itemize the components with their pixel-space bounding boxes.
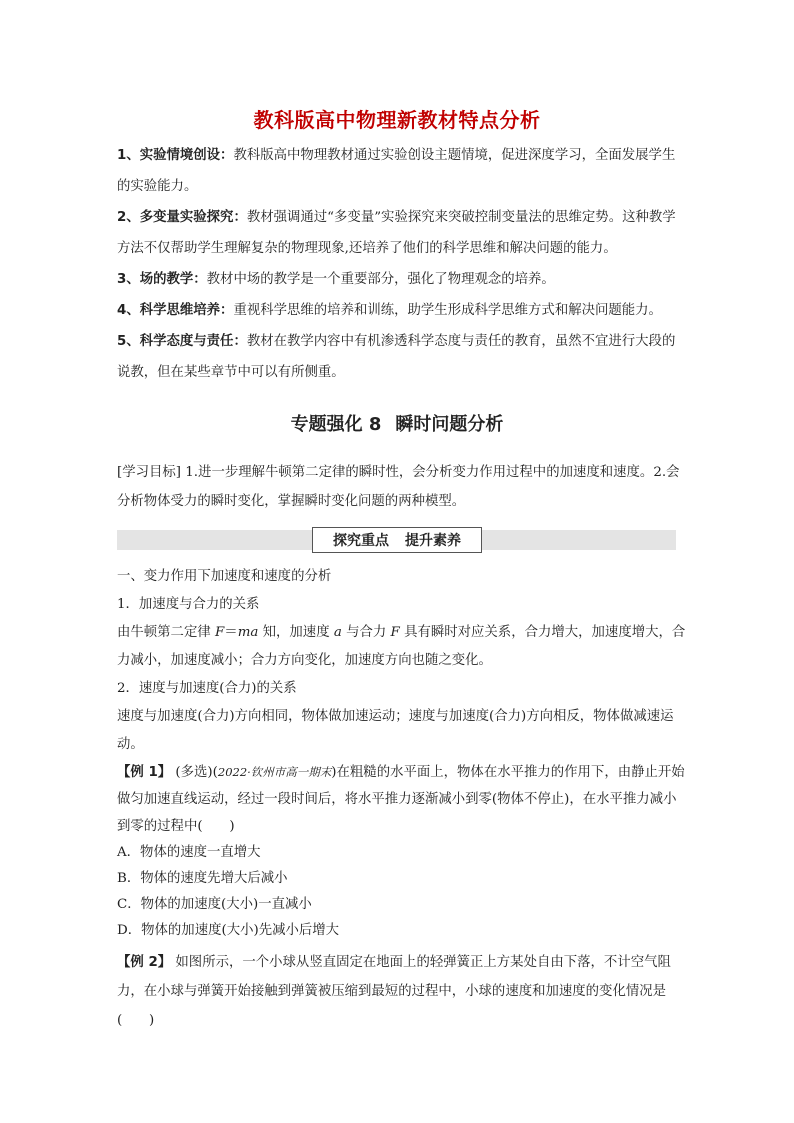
section1-paragraph2: 速度与加速度(合力)方向相同，物体做加速运动；速度与加速度(合力)方向相反，物体做减速运动。 — [117, 709, 674, 752]
feature-text-5: 教材在教学内容中有机渗透科学态度与责任的教育，虽然不宜进行大段的说教，但在某些章节中可以有所侧重。 — [117, 334, 676, 380]
var-ma: ma — [237, 625, 259, 640]
p1-text-d: 具有瞬时对应关系，合力增大，加速度增大，合力减小，加速度减小；合力方向变化，加速度方向也随之变化。 — [117, 625, 686, 668]
feature-text-3: 教材中场的教学是一个重要部分，强化了物理观念的培养。 — [206, 272, 555, 287]
section1-sub2: 2．速度与加速度(合力)的关系 — [117, 681, 297, 696]
p1-text-a: 由牛顿第二定律 — [117, 625, 215, 640]
feature-label-4: 4、科学思维培养： — [117, 303, 234, 318]
example2-tag: 【例 2】 — [117, 955, 172, 970]
example1-prefix: (多选)( — [171, 765, 218, 780]
example1-option-a: A．物体的速度一直增大 — [117, 845, 261, 860]
feature-label-1: 1、实验情境创设： — [117, 148, 234, 163]
feature-label-3: 3、场的教学： — [117, 272, 207, 287]
section1-sub1: 1．加速度与合力的关系 — [117, 597, 260, 612]
var-a: a — [333, 625, 342, 640]
feature-label-5: 5、科学态度与责任： — [117, 334, 247, 349]
section-banner-label — [312, 527, 482, 553]
learning-objectives — [117, 458, 687, 516]
var-F: F — [215, 625, 225, 640]
example-2 — [117, 948, 687, 1035]
feature-label-2: 2、多变量实验探究： — [117, 210, 247, 225]
example1-option-c: C．物体的加速度(大小)一直减小 — [117, 897, 312, 912]
example1-text: )在粗糙的水平面上，物体在水平推力的作用下，由静止开始做匀加速直线运动，经过一段时间后，将水平推力逐渐减小到零(物体不停止)，在水平推力减小到零的过程中( ) — [117, 765, 685, 834]
example-1 — [117, 759, 687, 840]
var-F2: F — [390, 625, 400, 640]
feature-item-4 — [117, 295, 687, 326]
section1-heading: 一、变力作用下加速度和速度的分析 — [117, 569, 332, 584]
section1-paragraph1 — [117, 619, 687, 675]
banner-right-text: 提升素养 — [405, 533, 461, 549]
feature-item-5 — [117, 326, 687, 388]
example1-option-b: B．物体的速度先增大后减小 — [117, 871, 288, 886]
example2-text: 如图所示，一个小球从竖直固定在地面上的轻弹簧正上方某处自由下落，不计空气阻力，在小球与弹簧开始接触到弹簧被压缩到最短的过程中，小球的速度和加速度的变化情况是( ) — [117, 955, 671, 1028]
feature-text-1: 教科版高中物理教材通过实验创设主题情境，促进深度学习，全面发展学生的实验能力。 — [117, 148, 676, 194]
page-title: 教科版高中物理新教材特点分析 — [253, 108, 541, 132]
example1-tag: 【例 1】 — [117, 765, 172, 780]
example1-source: 2022·钦州市高一期末 — [217, 765, 332, 779]
topic-title — [0, 410, 794, 436]
p1-eq: ＝ — [224, 625, 238, 640]
p1-text-b: 知，加速度 — [258, 625, 334, 640]
feature-text-2: 教材强调通过“多变量”实验探究来突破控制变量法的思维定势。这种教学方法不仅帮助学生理解复杂的物理现象,还培养了他们的科学思维和解决问题的能力。 — [117, 210, 676, 256]
objectives-text: 1.进一步理解牛顿第二定律的瞬时性，会分析变力作用过程中的加速度和速度。2.会分析物体受力的瞬时变化，掌握瞬时变化问题的两种模型。 — [117, 465, 680, 509]
p1-text-c: 与合力 — [341, 625, 391, 640]
objectives-label: [学习目标] — [117, 465, 182, 480]
feature-item-2 — [117, 202, 687, 264]
example1-option-d: D．物体的加速度(大小)先减小后增大 — [117, 923, 340, 938]
topic-name: 瞬时问题分析 — [395, 414, 504, 435]
feature-item-1 — [117, 140, 687, 202]
feature-text-4: 重视科学思维的培养和训练，助学生形成科学思维方式和解决问题能力。 — [233, 303, 662, 318]
feature-item-3 — [117, 264, 687, 295]
topic-number: 专题强化 8 — [290, 414, 382, 435]
banner-left-text: 探究重点 — [333, 533, 389, 549]
